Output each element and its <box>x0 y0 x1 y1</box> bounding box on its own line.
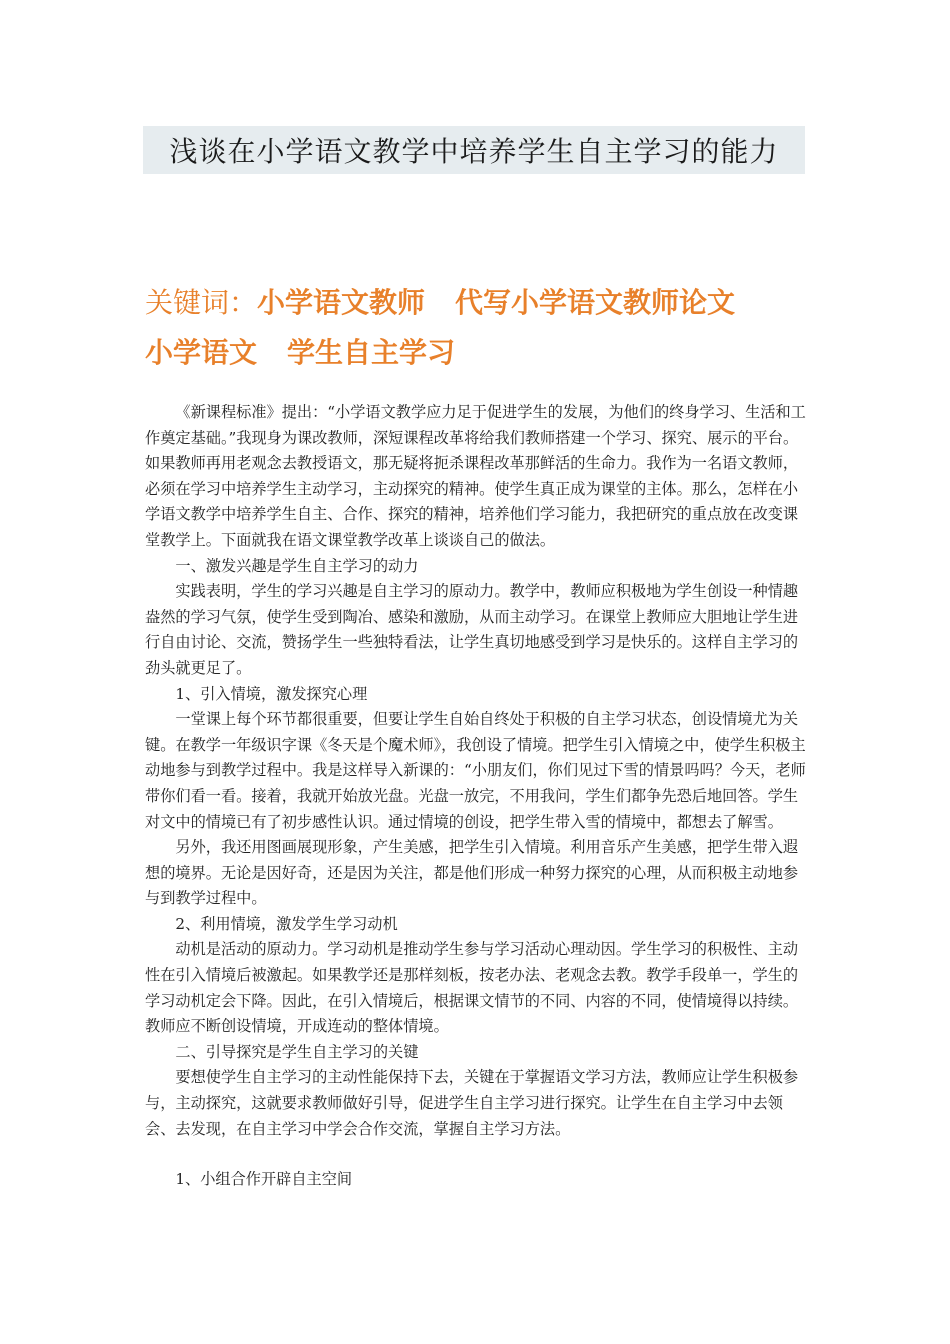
subsection-heading: 1、小组合作开辟自主空间 <box>175 1170 353 1189</box>
paragraph: 另外，我还用图画展现形象，产生美感，把学生引入情境。利用音乐产生美感，把学生带入遐想的境界。无论是因好奇，还是因为关注，都是他们形成一种努力探究的心理，从而积极主动地参与到教学过程中。 <box>145 838 799 908</box>
paragraph: 实践表明，学生的学习兴趣是自主学习的原动力。教学中，教师应积极地为学生创设一种情趣盎然的学习气氛，使学生受到陶冶、感染和激励，从而主动学习。在课堂上教师应大胆地让学生进行自由讨论、交流，赞扬学生一些独特看法，让学生真切地感受到学习是快乐的。这样自主学习的劲头就更足了。 <box>145 582 799 677</box>
subsection-heading: 2、利用情境，激发学生学习动机 <box>175 914 398 933</box>
paragraph: 动机是活动的原动力。学习动机是推动学生参与学习活动心理动因。学生学习的积极性、主动性在引入情境后被激起。如果教学还是那样刻板，按老办法、老观念去教。教学手段单一，学生的学习动机定会下降。因此，在引入情境后，根据课文情节的不同、内容的不同，使情境得以持续。教师应不断创设情境，开成连动的整体情境。 <box>145 940 799 1036</box>
keywords-line-1 <box>145 278 825 328</box>
paragraph: 一堂课上每个环节都很重要，但要让学生自始自终处于积极的自主学习状态，创设情境尤为关键。在教学一年级识字课《冬天是个魔术师》，我创设了情境。把学生引入情境之中，使学生积极主动地参与到教学过程中。我是这样导入新课的：“小朋友们，你们见过下雪的情景吗吗？今天，老师带你们看一看。接着，我就开始放光盘。光盘一放完，不用我问，学生们都争先恐后地回答。学生对文中的情境已有了初步感性认识。通过情境的创设，把学生带入雪的情境中，都想去了解雪。 <box>145 710 806 831</box>
section-heading: 二、引导探究是学生自主学习的关键 <box>175 1042 419 1061</box>
paragraph: 要想使学生自主学习的主动性能保持下去，关键在于掌握语文学习方法，教师应让学生积极参与，主动探究，这就要求教师做好引导，促进学生自主学习进行探究。让学生在自主学习中去领会、去发现，在自主学习中学会合作交流，掌握自主学习方法。 <box>145 1068 799 1138</box>
keyword-item: 小学语文 <box>145 336 258 369</box>
keyword-item: 代写小学语文教师论文 <box>455 286 736 319</box>
paragraph: 《新课程标准》提出：“小学语文教学应力足于促进学生的发展，为他们的终身学习、生活和工作奠定基础。”我现身为课改教师，深短课程改革将给我们教师搭建一个学习、探究、展示的平台。如果教师再用老观念去教授语文，那无疑将扼杀课程改革那鲜活的生命力。我作为一名语文教师，必须在学习中培养学生主动学习，主动探究的精神。使学生真正成为课堂的主体。那么，怎样在小学语文教学中培养学生自主、合作、探究的精神，培养他们学习能力，我把研究的重点放在改变课堂教学上。下面就我在语文课堂教学改革上谈谈自己的做法。 <box>145 403 806 549</box>
keywords-block <box>145 278 825 378</box>
keyword-item: 小学语文教师 <box>257 286 426 319</box>
subsection-heading: 1、引入情境，激发探究心理 <box>175 684 368 703</box>
keywords-line-2 <box>145 328 825 378</box>
keyword-item: 学生自主学习 <box>287 336 456 369</box>
document-title: 浅谈在小学语文教学中培养学生自主学习的能力 <box>169 135 779 168</box>
title-banner <box>143 126 805 174</box>
section-heading: 一、激发兴趣是学生自主学习的动力 <box>175 556 419 575</box>
keywords-label: 关键词： <box>145 286 258 319</box>
article-body <box>145 400 809 1193</box>
